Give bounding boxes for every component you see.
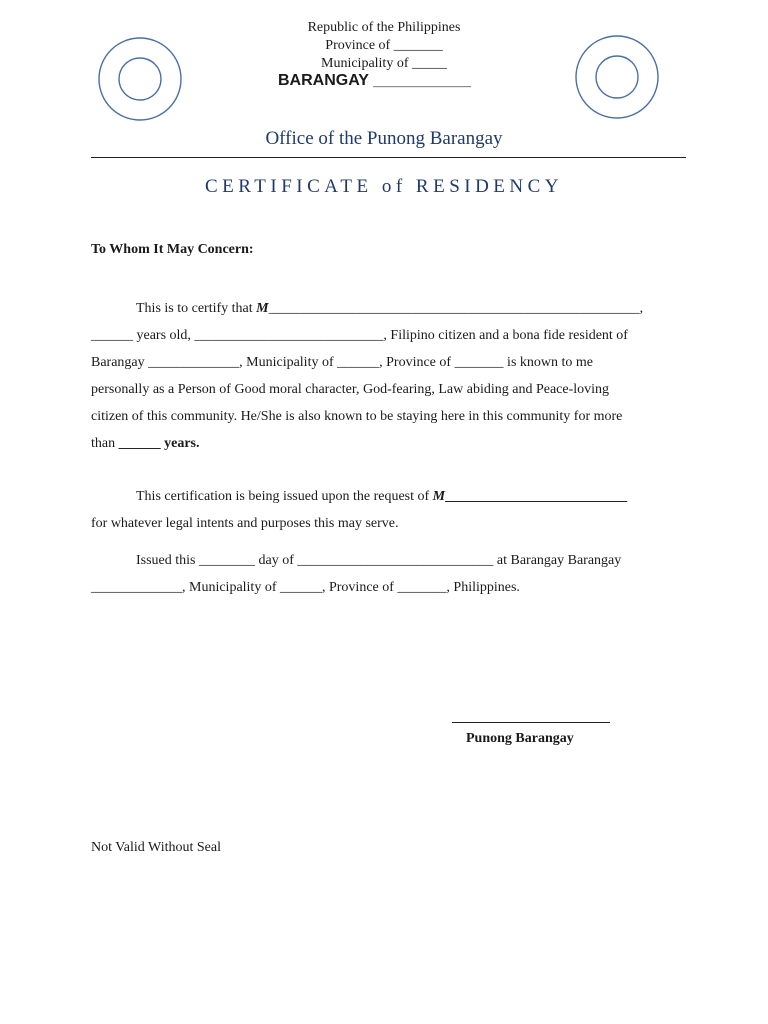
body-line-1-initial: M xyxy=(256,301,269,316)
body-line-1-text: This is to certify that xyxy=(136,301,257,316)
office-title: Office of the Punong Barangay xyxy=(265,128,503,149)
header-divider xyxy=(91,157,686,158)
body-line-6-text: than xyxy=(91,436,119,451)
header-barangay: BARANGAY ___________ xyxy=(278,72,472,89)
header-municipality: Municipality of _____ xyxy=(321,56,447,71)
certificate-title: CERTIFICATE of RESIDENCY xyxy=(204,176,564,197)
request-text: This certification is being issued upon the request of xyxy=(136,489,433,504)
body-line-1 xyxy=(136,301,643,317)
body-line-2: ______ years old, ___________________________, Filipino citizen and a bona fide resident of xyxy=(91,328,628,343)
body-line-5: citizen of this community. He/She is also known to be staying here in this community for more xyxy=(91,409,623,424)
signature-label: Punong Barangay xyxy=(466,731,574,746)
issued-line-2: _____________, Municipality of ______, Province of _______, Philippines. xyxy=(91,580,520,595)
body-line-1-blank: _____________________________________________________, xyxy=(268,301,644,316)
purpose-line: for whatever legal intents and purposes this may serve. xyxy=(91,516,399,531)
request-line xyxy=(136,489,627,505)
body-line-6-years: ______ years. xyxy=(118,436,200,451)
header-republic: Republic of the Philippines xyxy=(307,20,461,35)
body-line-4: personally as a Person of Good moral character, God-fearing, Law abiding and Peace-loving xyxy=(91,382,610,397)
request-initial: M xyxy=(432,489,446,504)
header-province: Province of _______ xyxy=(325,38,443,53)
salutation: To Whom It May Concern: xyxy=(91,242,254,257)
body-line-3: Barangay _____________, Municipality of ______, Province of _______ is known to me xyxy=(91,355,593,370)
signature-line xyxy=(452,722,610,723)
request-blank: __________________________ xyxy=(445,489,628,504)
body-line-6 xyxy=(91,436,200,452)
issued-line-1: Issued this ________ day of ____________________________ at Barangay Barangay xyxy=(136,553,622,568)
footer-note: Not Valid Without Seal xyxy=(91,840,221,855)
